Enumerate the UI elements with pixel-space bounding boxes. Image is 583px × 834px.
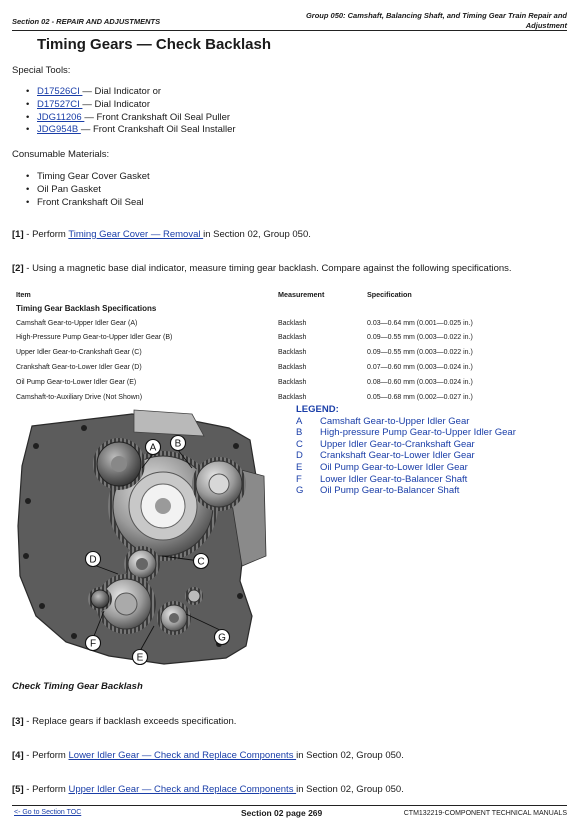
step-text: - Perform bbox=[23, 229, 69, 240]
figure-caption: Check Timing Gear Backlash bbox=[12, 681, 143, 692]
upper-casting bbox=[134, 410, 204, 436]
camshaft-gear bbox=[93, 438, 145, 490]
group-header-line2: Adjustment bbox=[525, 21, 567, 30]
tool-link[interactable]: JDG11206 bbox=[37, 111, 85, 123]
page-number: Section 02 page 269 bbox=[241, 808, 323, 818]
callout-f bbox=[86, 636, 101, 651]
table-subheading: Timing Gear Backlash Specifications bbox=[16, 303, 157, 313]
cell-spec: 0.05—0.68 mm (0.002—0.027 in.) bbox=[367, 393, 473, 401]
pump-gear bbox=[192, 457, 246, 511]
callout-b-label: B bbox=[174, 438, 182, 450]
legend-text: High-pressure Pump Gear-to-Upper Idler Gear bbox=[320, 427, 516, 439]
timing-gear-train-figure bbox=[14, 406, 269, 672]
legend-text: Oil Pump Gear-to-Lower Idler Gear bbox=[320, 461, 468, 473]
callout-e bbox=[133, 650, 148, 665]
cell-spec: 0.08—0.60 mm (0.003—0.024 in.) bbox=[367, 378, 473, 386]
legend-key: F bbox=[296, 473, 302, 485]
backlash-spec-table bbox=[14, 287, 484, 405]
table-header-row bbox=[14, 287, 484, 301]
cell-item: Crankshaft Gear-to-Lower Idler Gear (D) bbox=[16, 364, 142, 372]
legend-item bbox=[296, 427, 516, 439]
table-row bbox=[14, 360, 484, 375]
cell-item: Oil Pump Gear-to-Lower Idler Gear (E) bbox=[16, 378, 137, 386]
footer-divider bbox=[12, 805, 567, 806]
callout-c-label: C bbox=[197, 556, 205, 568]
consumables-list bbox=[24, 171, 150, 209]
callout-g-label: G bbox=[218, 632, 226, 644]
step-2 bbox=[12, 263, 512, 274]
figure-legend bbox=[296, 404, 516, 497]
special-tools-list bbox=[24, 86, 236, 137]
step-text-post: in Section 02, Group 050. bbox=[203, 229, 311, 240]
legend-text: Lower Idler Gear-to-Balancer Shaft bbox=[320, 473, 468, 485]
step-text-post: in Section 02, Group 050. bbox=[296, 750, 404, 761]
toc-link[interactable]: <- Go to Section TOC bbox=[14, 809, 82, 816]
callout-a-label: A bbox=[149, 442, 157, 454]
step-link[interactable]: Timing Gear Cover — Removal bbox=[68, 229, 204, 240]
consumable-item: • Oil Pan Gasket bbox=[24, 184, 150, 197]
consumable-item: • Timing Gear Cover Gasket bbox=[24, 171, 150, 184]
legend-item bbox=[296, 450, 516, 462]
column-header: Measurement bbox=[278, 289, 325, 299]
cell-item: Camshaft-to-Auxiliary Drive (Not Shown) bbox=[16, 393, 143, 401]
cell-item: Camshaft Gear-to-Upper Idler Gear (A) bbox=[16, 319, 138, 327]
cell-item: High-Pressure Pump Gear-to-Upper Idler Gear (B) bbox=[16, 334, 173, 342]
legend-item bbox=[296, 474, 516, 486]
legend-item bbox=[296, 416, 516, 428]
legend-text: Camshaft Gear-to-Upper Idler Gear bbox=[320, 415, 470, 427]
cell-measurement: Backlash bbox=[278, 364, 307, 372]
legend-text: Oil Pump Gear-to-Balancer Shaft bbox=[320, 485, 460, 497]
callout-e-label: E bbox=[136, 652, 144, 664]
step-number: [3] bbox=[12, 716, 24, 727]
cell-item: Upper Idler Gear-to-Crankshaft Gear (C) bbox=[16, 349, 142, 357]
legend-item bbox=[296, 485, 516, 497]
consumables-label: Consumable Materials: bbox=[12, 149, 110, 160]
legend-item bbox=[296, 462, 516, 474]
table-row bbox=[14, 375, 484, 390]
tool-desc: — Dial Indicator or bbox=[82, 86, 162, 97]
callout-f-label: F bbox=[89, 638, 97, 650]
legend-text: Crankshaft Gear-to-Lower Idler Gear bbox=[320, 450, 475, 462]
step-link[interactable]: Lower Idler Gear — Check and Replace Components bbox=[68, 750, 297, 761]
step-number: [4] bbox=[12, 750, 24, 761]
manual-id: CTM132219-COMPONENT TECHNICAL MANUALS bbox=[403, 810, 567, 817]
cell-spec: 0.07—0.60 mm (0.003—0.024 in.) bbox=[367, 364, 473, 372]
callout-g bbox=[215, 630, 230, 645]
table-row bbox=[14, 390, 484, 405]
legend-title: LEGEND: bbox=[296, 404, 339, 415]
cell-measurement: Backlash bbox=[278, 378, 307, 386]
step-number: [2] bbox=[12, 263, 24, 274]
table-row bbox=[14, 345, 484, 360]
column-header: Item bbox=[16, 289, 31, 299]
step-number: [1] bbox=[12, 229, 24, 240]
tool-desc: — Front Crankshaft Oil Seal Puller bbox=[84, 111, 231, 123]
legend-key: E bbox=[296, 461, 303, 473]
step-text: - Using a magnetic base dial indicator, measure timing gear backlash. Compare against the following specifications. bbox=[23, 263, 512, 274]
group-header bbox=[267, 11, 567, 31]
column-header: Specification bbox=[367, 289, 412, 299]
header-divider bbox=[12, 30, 567, 31]
step-number: [5] bbox=[12, 784, 24, 795]
tool-item bbox=[24, 99, 236, 112]
step-link[interactable]: Upper Idler Gear — Check and Replace Components bbox=[68, 784, 297, 795]
step-5 bbox=[12, 784, 404, 795]
cell-measurement: Backlash bbox=[278, 319, 307, 327]
cell-spec: 0.03—0.64 mm (0.001—0.025 in.) bbox=[367, 319, 473, 327]
legend-text: Upper Idler Gear-to-Crankshaft Gear bbox=[320, 438, 475, 450]
cell-spec: 0.09—0.55 mm (0.003—0.022 in.) bbox=[367, 334, 473, 342]
step-1 bbox=[12, 229, 311, 240]
step-text: - Perform bbox=[23, 750, 69, 761]
tool-desc: — Front Crankshaft Oil Seal Installer bbox=[80, 124, 236, 136]
cell-measurement: Backlash bbox=[278, 334, 307, 342]
page-title: Timing Gears — Check Backlash bbox=[37, 36, 271, 53]
callout-d bbox=[86, 552, 101, 567]
table-row bbox=[14, 331, 484, 346]
cell-measurement: Backlash bbox=[278, 393, 307, 401]
table-subheading-row bbox=[14, 301, 484, 316]
callout-c bbox=[194, 554, 209, 569]
callout-a bbox=[146, 440, 161, 455]
cell-spec: 0.09—0.55 mm (0.003—0.022 in.) bbox=[367, 349, 473, 357]
balancer-gear bbox=[88, 587, 112, 611]
tool-link[interactable]: D17526CI bbox=[37, 86, 83, 97]
tool-link[interactable]: D17527CI bbox=[37, 98, 83, 110]
tool-item bbox=[24, 86, 236, 99]
step-4 bbox=[12, 750, 404, 761]
legend-key: C bbox=[296, 438, 303, 450]
legend-key: A bbox=[296, 415, 303, 427]
group-header-line1: Group 050: Camshaft, Balancing Shaft, and Timing Gear Train Repair and bbox=[305, 11, 567, 20]
section-header: Section 02 - REPAIR AND ADJUSTMENTS bbox=[12, 17, 161, 26]
oil-pump-gear bbox=[157, 601, 191, 635]
legend-key: D bbox=[296, 450, 303, 462]
tool-item bbox=[24, 112, 236, 125]
step-3 bbox=[12, 716, 236, 727]
small-gear bbox=[185, 587, 203, 605]
tool-desc: — Dial Indicator bbox=[82, 98, 151, 110]
step-text: - Replace gears if backlash exceeds specification. bbox=[23, 716, 237, 727]
step-text: - Perform bbox=[23, 784, 69, 795]
legend-key: G bbox=[296, 485, 304, 497]
cell-measurement: Backlash bbox=[278, 349, 307, 357]
tool-link[interactable]: JDG954B bbox=[37, 124, 81, 136]
table-row bbox=[14, 316, 484, 331]
tool-item bbox=[24, 124, 236, 137]
legend-key: B bbox=[296, 427, 303, 439]
consumable-item: • Front Crankshaft Oil Seal bbox=[24, 197, 150, 210]
callout-d-label: D bbox=[89, 554, 97, 566]
legend-item bbox=[296, 439, 516, 451]
special-tools-label: Special Tools: bbox=[12, 65, 71, 76]
callout-b bbox=[171, 436, 186, 451]
step-text-post: in Section 02, Group 050. bbox=[296, 784, 404, 795]
